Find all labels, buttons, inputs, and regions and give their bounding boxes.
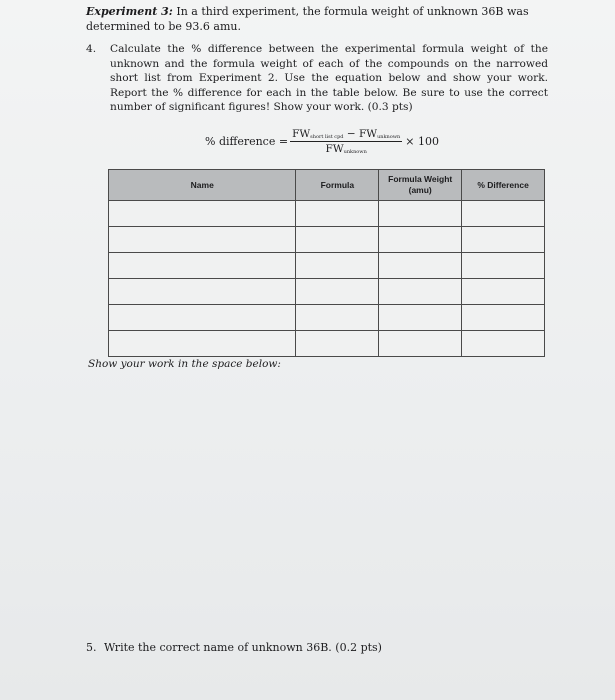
question-5-text: Write the correct name of unknown 36B. (0.2 pts) (104, 641, 382, 654)
table-cell[interactable] (462, 201, 545, 227)
table-cell[interactable] (109, 253, 296, 279)
table-cell[interactable] (462, 227, 545, 253)
table-row (109, 305, 545, 331)
table-row (109, 201, 545, 227)
table-cell[interactable] (462, 253, 545, 279)
table-cell[interactable] (379, 331, 462, 357)
table-header-row (109, 170, 545, 201)
formula-fw-3: FW (325, 143, 344, 155)
header-formula-weight: Formula Weight (amu) (379, 170, 462, 201)
header-percent-difference: % Difference (462, 170, 545, 201)
question-5 (86, 641, 382, 654)
formula-denominator (326, 142, 367, 155)
table-cell[interactable] (296, 201, 379, 227)
formula-minus: − (343, 128, 359, 140)
show-work-label: Show your work in the space below: (88, 358, 281, 370)
table-row (109, 331, 545, 357)
formula-fw-2: FW (359, 128, 378, 140)
table-cell[interactable] (379, 253, 462, 279)
table-cell[interactable] (462, 331, 545, 357)
table-cell[interactable] (379, 305, 462, 331)
header-name: Name (109, 170, 296, 201)
table-cell[interactable] (109, 201, 296, 227)
formula-numerator (290, 128, 402, 142)
table-cell[interactable] (462, 305, 545, 331)
question-5-number: 5. (86, 641, 97, 654)
formula-times-100: × 100 (405, 135, 439, 148)
table-row (109, 227, 545, 253)
table-row (109, 279, 545, 305)
table-cell[interactable] (109, 305, 296, 331)
table-cell[interactable] (109, 279, 296, 305)
question-4-text: Calculate the % difference between the experimental formula weight of the unknown and the formula weight of each of the compounds on the narrowed short list from Experiment 2. Use the equation below and show your work. Report the % difference for each in the table below. Be sure to use the correct number of significant figures! Show your work. (0.3 pts) (110, 43, 548, 113)
table-cell[interactable] (379, 279, 462, 305)
table-cell[interactable] (296, 279, 379, 305)
experiment-3-paragraph (86, 4, 556, 34)
formula-lhs: % difference = (205, 135, 289, 148)
header-formula: Formula (296, 170, 379, 201)
table-cell[interactable] (462, 279, 545, 305)
table-cell[interactable] (379, 201, 462, 227)
formula-fraction (290, 128, 402, 155)
formula-fw-1: FW (292, 128, 311, 140)
formula-sub-unknown-2: unknown (343, 149, 367, 155)
table-cell[interactable] (109, 331, 296, 357)
formula-sub-short: short list cpd (310, 134, 344, 140)
table-cell[interactable] (379, 227, 462, 253)
table-row (109, 253, 545, 279)
formula-sub-unknown-1: unknown (377, 134, 401, 140)
experiment-3-label: Experiment 3: (86, 5, 173, 18)
table-cell[interactable] (296, 227, 379, 253)
experiment-3-text: In a third experiment, the formula weight of unknown 36B was determined to be 93.6 amu. (86, 5, 529, 33)
percent-difference-formula (205, 128, 439, 155)
table-cell[interactable] (296, 253, 379, 279)
table-cell[interactable] (296, 305, 379, 331)
question-4-number: 4. (86, 43, 97, 55)
question-4 (86, 42, 548, 115)
table-cell[interactable] (296, 331, 379, 357)
table-cell[interactable] (109, 227, 296, 253)
results-table (108, 169, 545, 357)
